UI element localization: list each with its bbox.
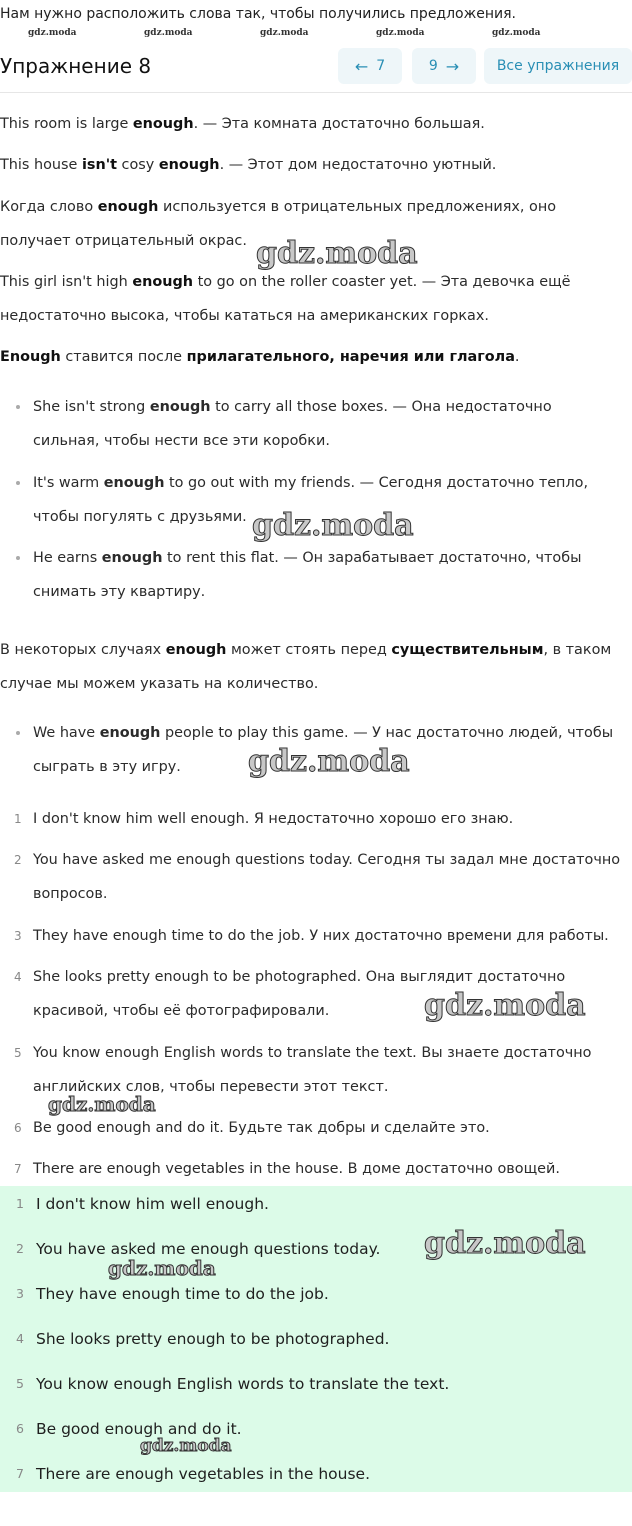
item-text: I don't know him well enough. Я недостаточно хорошо его знаю. (33, 811, 514, 827)
answer-item (0, 1324, 632, 1354)
watermark-row (0, 28, 632, 40)
answer-text: You have asked me enough questions today. (36, 1240, 381, 1258)
all-exercises-label: Все упражнения (496, 58, 620, 74)
item-number: 7 (14, 1162, 22, 1176)
answer-number: 5 (16, 1376, 24, 1391)
item-number: 4 (14, 970, 22, 984)
answer-item (0, 1189, 632, 1219)
watermark: gdz.moda (48, 1092, 156, 1116)
prev-exercise-label: 7 (376, 58, 386, 74)
answer-number: 4 (16, 1331, 24, 1346)
item-number: 1 (14, 812, 22, 826)
next-exercise-label: 9 (428, 58, 438, 74)
item-text: You know enough English words to translate the text. Вы знаете достаточно английских слов, чтобы перевести этот текст. (33, 1045, 592, 1095)
answer-text: You know enough English words to translate the text. (36, 1375, 450, 1393)
item-number: 2 (14, 853, 22, 867)
example-sentence: This room is large enough. — Эта комната достаточно большая. (0, 116, 485, 132)
answer-number: 3 (16, 1286, 24, 1301)
arrow-right-icon: → (445, 56, 460, 76)
watermark: gdz.moda (424, 1226, 586, 1261)
watermark: gdz.moda (424, 988, 586, 1023)
item-number: 5 (14, 1046, 22, 1060)
watermark: gdz.moda (248, 744, 410, 779)
arrow-left-icon: ← (354, 56, 369, 76)
item-text: You have asked me enough questions today. Сегодня ты задал мне достаточно вопросов. (33, 852, 621, 902)
watermark: gdz.moda (376, 28, 425, 38)
all-exercises-button[interactable] (484, 48, 632, 84)
rule-paragraph: Enough ставится после прилагательного, наречия или глагола. (0, 349, 520, 365)
item-text: Be good enough and do it. Будьте так добры и сделайте это. (33, 1120, 490, 1136)
answer-item (0, 1414, 632, 1444)
list-item: It's warm enough to go out with my friends. — Сегодня достаточно тепло, чтобы погулять с друзьями. (16, 466, 622, 534)
list-item: He earns enough to rent this flat. — Он зарабатывает достаточно, чтобы снимать эту квартиру. (16, 541, 622, 609)
item-text: She looks pretty enough to be photographed. Она выглядит достаточно красивой, чтобы её фотографировали. (33, 969, 566, 1019)
header-divider (0, 92, 632, 93)
answer-text: I don't know him well enough. (36, 1195, 269, 1213)
example-sentence: This house isn't cosy enough. — Этот дом недостаточно уютный. (0, 157, 497, 173)
watermark: gdz.moda (260, 28, 309, 38)
watermark: gdz.moda (144, 28, 193, 38)
task-instruction: Нам нужно расположить слова так, чтобы получились предложения. (0, 6, 516, 22)
watermark: gdz.moda (28, 28, 77, 38)
next-exercise-button[interactable] (412, 48, 476, 84)
answer-item (0, 1279, 632, 1309)
list-item: We have enough people to play this game. — У нас достаточно людей, чтобы сыграть в эту игру. (16, 716, 622, 784)
watermark: gdz.moda (140, 1436, 232, 1456)
rule-paragraph: Когда слово enough используется в отрицательных предложениях, оно получает отрицательный окрас. (0, 199, 557, 249)
list-item: She isn't strong enough to carry all those boxes. — Она недостаточно сильная, чтобы нести все эти коробки. (16, 390, 622, 458)
example-sentence: This girl isn't high enough to go on the roller coaster yet. — Эта девочка ещё недостаточно высока, чтобы кататься на американских горках. (0, 274, 571, 324)
answer-number: 6 (16, 1421, 24, 1436)
item-text: There are enough vegetables in the house. В доме достаточно овощей. (33, 1161, 560, 1177)
answer-text: They have enough time to do the job. (36, 1285, 329, 1303)
watermark: gdz.moda (108, 1256, 216, 1280)
exercise-header (0, 46, 632, 86)
page-title: Упражнение 8 (0, 54, 152, 78)
answer-text: Be good enough and do it. (36, 1420, 242, 1438)
answer-text: There are enough vegetables in the house. (36, 1465, 371, 1483)
item-text: They have enough time to do the job. У них достаточно времени для работы. (33, 928, 609, 944)
answer-item (0, 1459, 632, 1489)
watermark: gdz.moda (492, 28, 541, 38)
answer-text: She looks pretty enough to be photographed. (36, 1330, 390, 1348)
answer-number: 2 (16, 1241, 24, 1256)
watermark: gdz.moda (252, 508, 414, 543)
rule-paragraph: В некоторых случаях enough может стоять перед существительным, в таком случае мы можем указать на количество. (0, 642, 612, 692)
answer-item (0, 1369, 632, 1399)
prev-exercise-button[interactable] (338, 48, 402, 84)
item-number: 3 (14, 929, 22, 943)
answer-number: 7 (16, 1466, 24, 1481)
answer-number: 1 (16, 1196, 24, 1211)
watermark: gdz.moda (256, 236, 418, 271)
item-number: 6 (14, 1121, 22, 1135)
